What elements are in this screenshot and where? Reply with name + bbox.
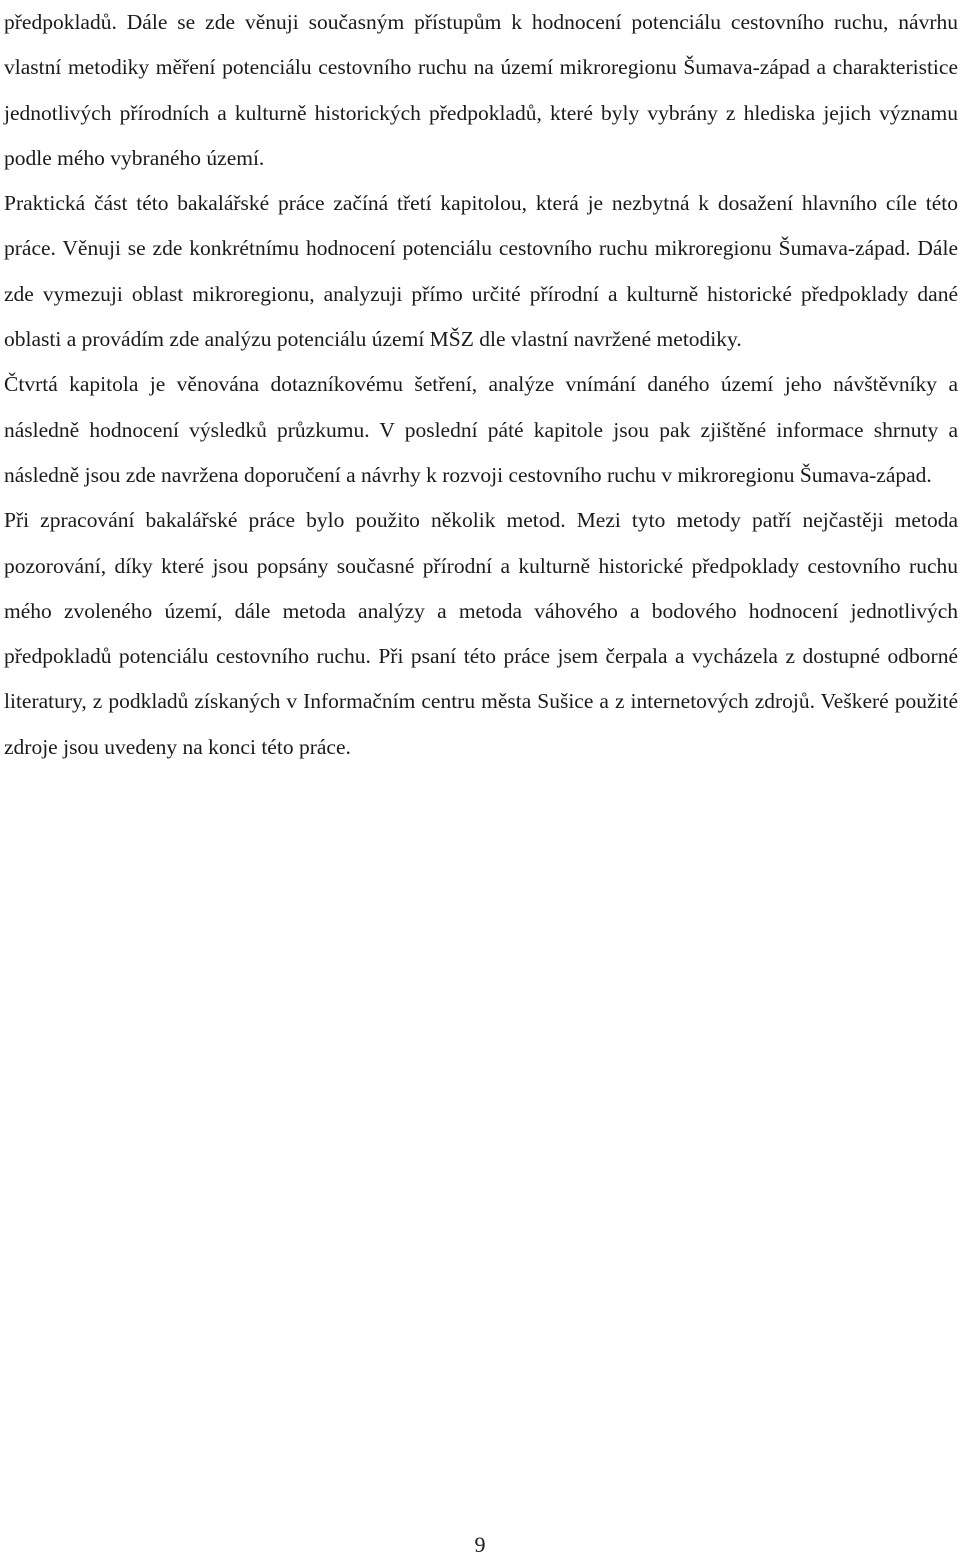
paragraph-intro-continuation: předpokladů. Dále se zde věnuji současným přístupům k hodnocení potenciálu cestovního ruchu, návrhu vlastní metodiky měření potenciálu cestovního ruchu na území mikroregionu Šumava-západ a charakteristice jednotlivých přírodních a kulturně historických předpokladů, které byly vybrány z hlediska jejich významu podle mého vybraného území. <box>4 10 958 170</box>
paragraph-fourth-chapter: Čtvrtá kapitola je věnována dotazníkovému šetření, analýze vnímání daného území jeho návštěvníky a následně hodnocení výsledků průzkumu. V poslední páté kapitole jsou pak zjištěné informace shrnuty a následně jsou zde navržena doporučení a návrhy k rozvoji cestovního ruchu v mikroregionu Šumava-západ. <box>4 372 958 487</box>
paragraph-methods: Při zpracování bakalářské práce bylo použito několik metod. Mezi tyto metody patří nejčastěji metoda pozorování, díky které jsou popsány současné přírodní a kulturně historické předpoklady cestovního ruchu mého zvoleného území, dále metoda analýzy a metoda váhového a bodového hodnocení jednotlivých předpokladů potenciálu cestovního ruchu. Při psaní této práce jsem čerpala a vycházela z dostupné odborné literatury, z podkladů získaných v Informačním centru města Sušice a z internetových zdrojů. Veškeré použité zdroje jsou uvedeny na konci této práce. <box>4 508 958 759</box>
page-number: 9 <box>474 1532 486 1557</box>
body-text <box>4 0 958 770</box>
paragraph-practical-part: Praktická část této bakalářské práce začíná třetí kapitolou, která je nezbytná k dosažení hlavního cíle této práce. Věnuji se zde konkrétnímu hodnocení potenciálu cestovního ruchu mikroregionu Šumava-západ. Dále zde vymezuji oblast mikroregionu, analyzuji přímo určité přírodní a kulturně historické předpoklady dané oblasti a provádím zde analýzu potenciálu území MŠZ dle vlastní navržené metodiky. <box>4 191 958 352</box>
